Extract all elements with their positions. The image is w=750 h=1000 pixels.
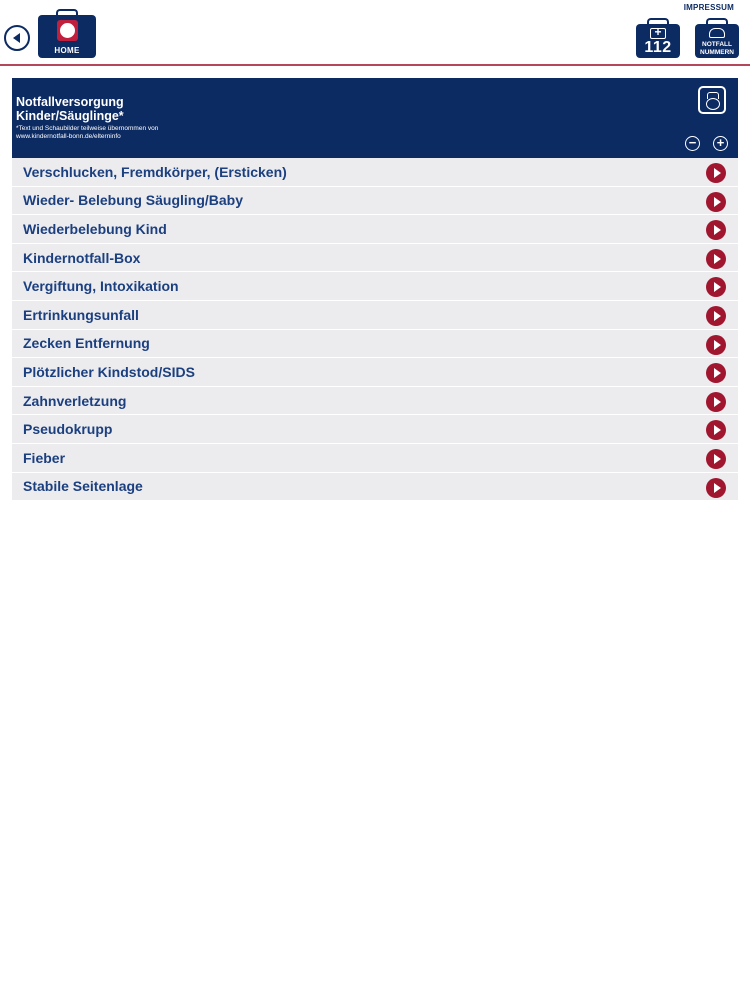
list-item[interactable] (12, 215, 738, 244)
top-navigation-bar (0, 0, 750, 66)
list-item-label: Zahnverletzung (23, 392, 127, 409)
list-item-label: Kindernotfall-Box (23, 249, 141, 266)
list-item[interactable] (12, 473, 738, 502)
list-item[interactable] (12, 330, 738, 359)
page-title (16, 96, 216, 123)
page-title-line2: Kinder/Säuglinge* (16, 108, 124, 123)
list-item-label: Stabile Seitenlage (23, 478, 143, 495)
chevron-right-icon[interactable] (706, 220, 726, 240)
zoom-in-button[interactable]: + (713, 136, 728, 151)
list-item-label: Wieder- Belebung Säugling/Baby (23, 192, 244, 209)
chevron-right-icon[interactable] (706, 449, 726, 469)
list-item[interactable] (12, 158, 738, 187)
source-note (16, 125, 236, 140)
list-item[interactable] (12, 387, 738, 416)
list-item-label: Zecken Entfernung (23, 335, 150, 352)
source-note-line1: *Text und Schaubilder teilweise übernommen von (16, 125, 159, 132)
child-first-aid-icon (698, 86, 726, 114)
chevron-right-icon[interactable] (706, 363, 726, 383)
chevron-right-icon[interactable] (706, 478, 726, 498)
back-arrow-icon (9, 30, 25, 46)
list-item-label: Wiederbelebung Kind (23, 220, 167, 237)
back-button[interactable] (4, 25, 30, 51)
list-item-label: Vergiftung, Intoxikation (23, 278, 179, 295)
phone-icon (709, 28, 725, 38)
page-title-line1: Notfallversorgung (16, 95, 124, 109)
impressum-link[interactable]: IMPRESSUM (683, 3, 734, 12)
content-panel (12, 78, 738, 501)
chevron-right-icon[interactable] (706, 249, 726, 269)
list-item[interactable] (12, 444, 738, 473)
zoom-out-button[interactable]: − (685, 136, 700, 151)
emergency-numbers-label-line2: NUMMERN (700, 48, 734, 56)
panel-header (12, 78, 738, 158)
chevron-right-icon[interactable] (706, 420, 726, 440)
chevron-right-icon[interactable] (706, 306, 726, 326)
list-item-label: Verschlucken, Fremdkörper, (Ersticken) (23, 163, 287, 180)
list-item-label: Fieber (23, 449, 66, 466)
first-aid-case-icon (650, 28, 666, 39)
list-item[interactable] (12, 301, 738, 330)
list-item-label: Pseudokrupp (23, 421, 113, 438)
list-item-label: Plötzlicher Kindstod/SIDS (23, 363, 195, 380)
home-button[interactable] (38, 15, 96, 58)
home-label: HOME (54, 46, 80, 55)
home-logo-icon (57, 20, 78, 41)
chevron-right-icon[interactable] (706, 335, 726, 355)
emergency-numbers-button[interactable] (695, 24, 739, 58)
emergency-numbers-label (695, 41, 739, 56)
topic-list (12, 158, 738, 501)
list-item-label: Ertrinkungsunfall (23, 306, 139, 323)
emergency-numbers-label-line1: NOTFALL (702, 41, 732, 48)
chevron-right-icon[interactable] (706, 277, 726, 297)
emergency-112-button[interactable] (636, 24, 680, 58)
chevron-right-icon[interactable] (706, 163, 726, 183)
emergency-number-label: 112 (644, 39, 672, 56)
source-note-url: www.kindernotfall-bonn.de/elterninfo (16, 132, 121, 140)
list-item[interactable] (12, 358, 738, 387)
list-item[interactable] (12, 244, 738, 273)
chevron-right-icon[interactable] (706, 192, 726, 212)
list-item[interactable] (12, 272, 738, 301)
list-item[interactable] (12, 187, 738, 216)
list-item[interactable] (12, 415, 738, 444)
chevron-right-icon[interactable] (706, 392, 726, 412)
